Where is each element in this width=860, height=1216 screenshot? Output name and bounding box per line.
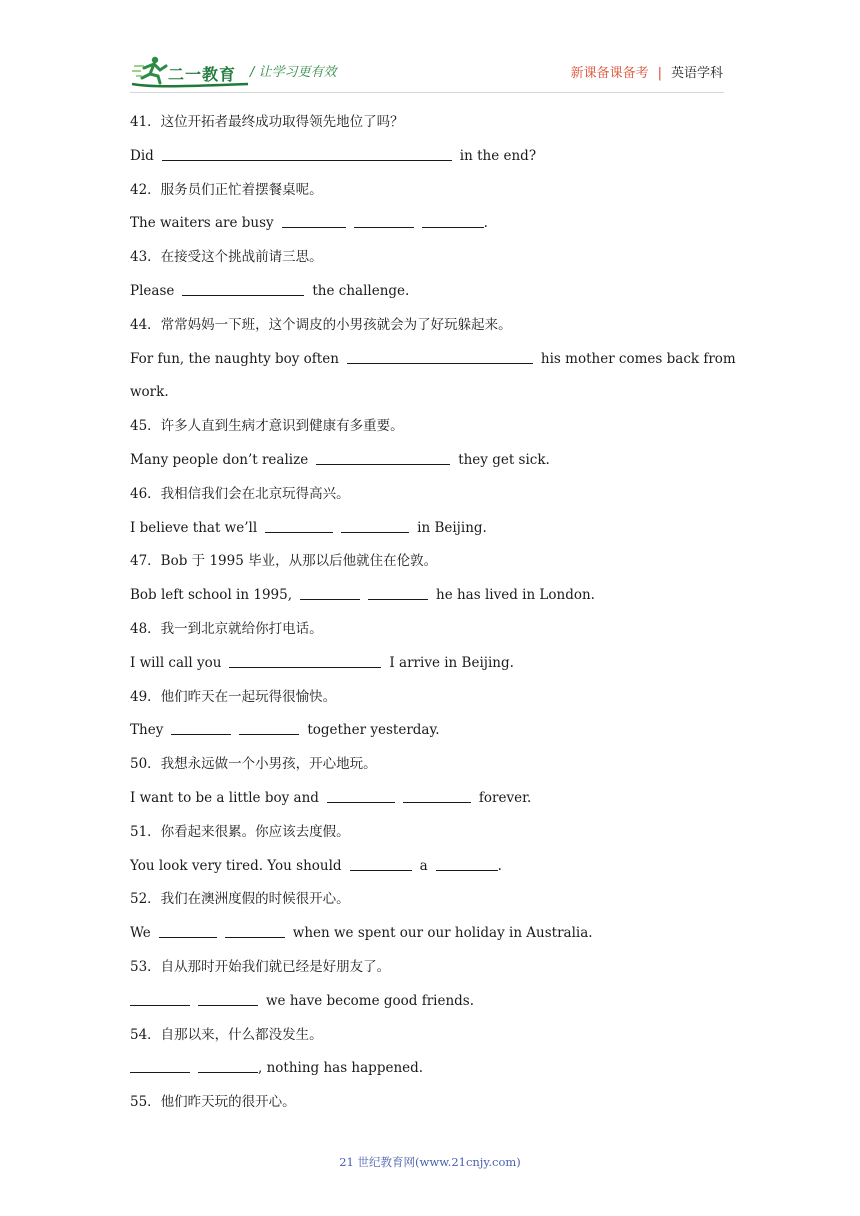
answer-blank[interactable] xyxy=(239,722,299,735)
answer-blank[interactable] xyxy=(341,520,409,533)
answer-blank[interactable] xyxy=(198,993,258,1006)
answer-text: You look very tired. You should xyxy=(130,857,342,874)
header-subject: 英语学科 xyxy=(670,66,723,81)
answer-text: we have become good friends. xyxy=(266,992,475,1009)
answer-line xyxy=(130,512,730,546)
answer-line xyxy=(130,1052,730,1086)
answer-blank[interactable] xyxy=(171,722,231,735)
answer-blank[interactable] xyxy=(182,283,304,296)
question-chinese: 52．我们在澳洲度假的时候很开心。 xyxy=(130,891,350,908)
answer-line xyxy=(130,850,730,884)
answer-text: Please xyxy=(130,282,175,299)
page-footer: 21 世纪教育网(www.21cnjy.com) xyxy=(339,1155,521,1169)
answer-blank[interactable] xyxy=(130,993,190,1006)
answer-continuation: work. xyxy=(130,384,169,401)
question-chinese: 43．在接受这个挑战前请三思。 xyxy=(130,249,323,266)
answer-text: I arrive in Beijing. xyxy=(389,654,514,671)
header-divider xyxy=(130,92,724,93)
answer-blank[interactable] xyxy=(198,1060,258,1073)
answer-blank[interactable] xyxy=(436,858,498,871)
question-chinese: 44．常常妈妈一下班，这个调皮的小男孩就会为了好玩躲起来。 xyxy=(130,316,512,333)
answer-text: . xyxy=(497,857,502,874)
answer-text: The waiters are busy xyxy=(130,215,274,232)
question-chinese: 47．Bob 于 1995 毕业，从那以后他就住在伦敦。 xyxy=(130,553,438,570)
answer-line xyxy=(130,917,730,951)
question-chinese: 50．我想永远做一个小男孩，开心地玩。 xyxy=(130,756,377,773)
answer-text: . xyxy=(483,215,488,232)
page-header xyxy=(0,0,860,100)
answer-line xyxy=(130,782,730,816)
question-chinese: 46．我相信我们会在北京玩得高兴。 xyxy=(130,485,350,502)
answer-text: For fun, the naughty boy often xyxy=(130,350,339,367)
answer-text: , nothing has happened. xyxy=(258,1060,424,1077)
answer-blank[interactable] xyxy=(265,520,333,533)
answer-line xyxy=(130,647,730,681)
answer-text: they get sick. xyxy=(458,451,550,468)
answer-text: I will call you xyxy=(130,654,222,671)
answer-line xyxy=(130,444,730,478)
header-separator: | xyxy=(657,66,662,81)
answer-line xyxy=(130,140,730,174)
answer-blank[interactable] xyxy=(225,925,285,938)
answer-text: Bob left school in 1995, xyxy=(130,587,292,604)
answer-text: in Beijing. xyxy=(417,519,487,536)
answer-text: his mother comes back from xyxy=(540,350,736,367)
question-chinese: 54．自那以来，什么都没发生。 xyxy=(130,1026,323,1043)
brand-name: 二一教育 xyxy=(168,65,237,84)
question-chinese: 41．这位开拓者最终成功取得领先地位了吗？ xyxy=(130,114,404,130)
exercise-list xyxy=(130,106,736,1120)
answer-line xyxy=(130,207,730,241)
answer-blank[interactable] xyxy=(300,587,360,600)
answer-text: together yesterday. xyxy=(307,722,440,739)
answer-text: in the end? xyxy=(459,147,537,164)
answer-text: he has lived in London. xyxy=(436,587,595,604)
answer-line xyxy=(130,714,730,748)
answer-text: forever. xyxy=(478,789,532,806)
brand-slogan: / 让学习更有效 xyxy=(250,65,337,80)
answer-text: They xyxy=(130,722,164,739)
answer-blank[interactable] xyxy=(368,587,428,600)
question-chinese: 53．自从那时开始我们就已经是好朋友了。 xyxy=(130,958,391,975)
answer-blank[interactable] xyxy=(159,925,217,938)
answer-blank[interactable] xyxy=(162,148,452,161)
answer-blank[interactable] xyxy=(130,1060,190,1073)
answer-text: when we spent our our holiday in Australia. xyxy=(292,925,593,942)
answer-text: a xyxy=(419,857,428,874)
answer-blank[interactable] xyxy=(282,215,346,228)
answer-text: Did xyxy=(130,147,154,164)
answer-blank[interactable] xyxy=(422,215,484,228)
answer-text: I believe that we’ll xyxy=(130,519,258,536)
question-chinese: 49．他们昨天在一起玩得很愉快。 xyxy=(130,688,337,705)
answer-text: Many people don’t realize xyxy=(130,451,309,468)
answer-line xyxy=(130,343,736,377)
question-chinese: 51．你看起来很累。你应该去度假。 xyxy=(130,823,350,840)
answer-blank[interactable] xyxy=(403,790,471,803)
header-right xyxy=(571,62,723,81)
answer-line xyxy=(130,985,730,1019)
question-chinese: 48．我一到北京就给你打电话。 xyxy=(130,620,323,637)
answer-text: the challenge. xyxy=(312,282,410,299)
answer-blank[interactable] xyxy=(347,351,533,364)
question-chinese: 55．他们昨天玩的很开心。 xyxy=(130,1094,296,1111)
answer-blank[interactable] xyxy=(354,215,414,228)
answer-line xyxy=(130,579,730,613)
answer-text: We xyxy=(130,925,151,942)
answer-text: I want to be a little boy and xyxy=(130,789,319,806)
answer-blank[interactable] xyxy=(327,790,395,803)
answer-blank[interactable] xyxy=(350,858,412,871)
question-chinese: 45．许多人直到生病才意识到健康有多重要。 xyxy=(130,418,404,435)
header-course-label: 新课备课备考 xyxy=(570,66,649,81)
answer-line xyxy=(130,275,730,309)
answer-blank[interactable] xyxy=(316,452,450,465)
answer-blank[interactable] xyxy=(229,655,381,668)
question-chinese: 42．服务员们正忙着摆餐桌呢。 xyxy=(130,181,323,198)
